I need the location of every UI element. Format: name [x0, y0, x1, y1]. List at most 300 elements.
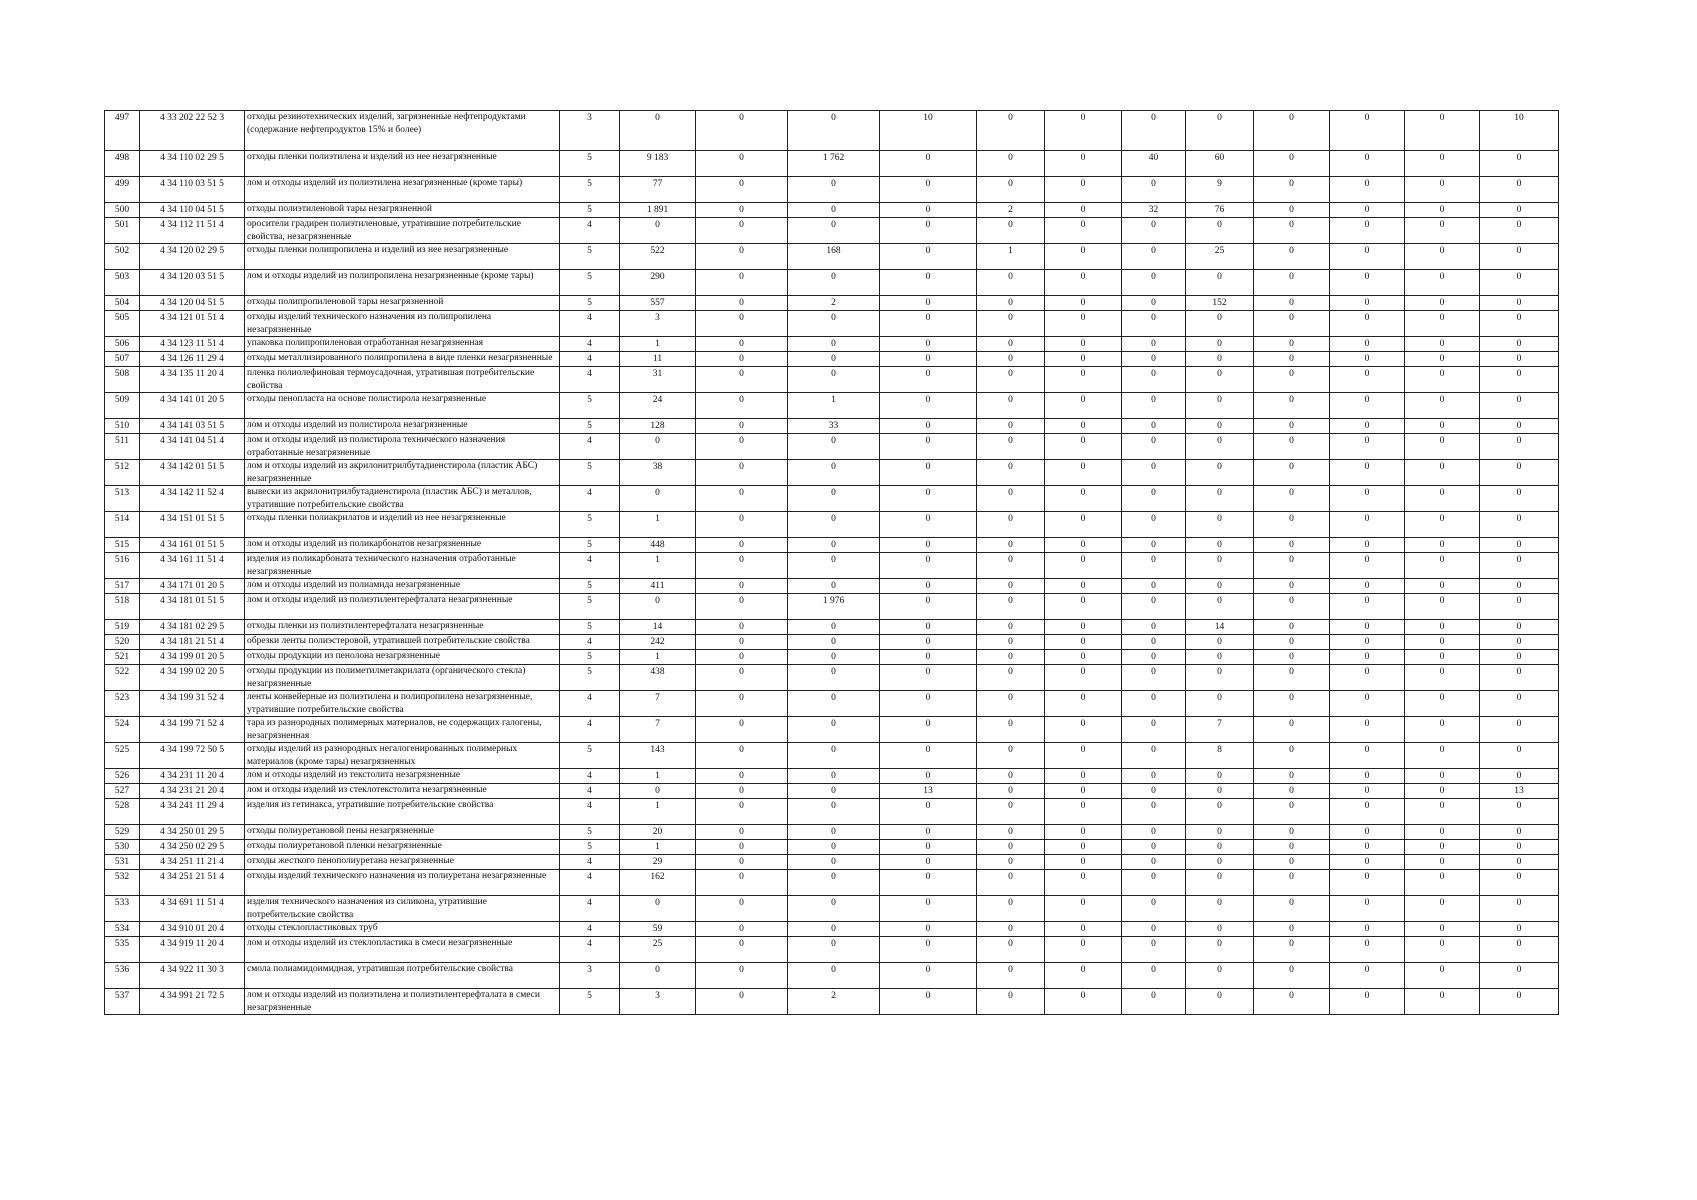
value-cell: 0: [1480, 553, 1559, 579]
value-cell: 0: [880, 177, 977, 203]
value-cell: 0: [1480, 177, 1559, 203]
waste-statistics-table: [104, 110, 1559, 1015]
value-cell: 0: [696, 620, 788, 635]
value-cell: 0: [880, 870, 977, 896]
value-cell: 0: [1254, 840, 1330, 855]
waste-code-cell: 4 34 121 01 51 4: [140, 311, 245, 337]
waste-code-cell: 4 34 141 04 51 4: [140, 434, 245, 460]
value-cell: 0: [696, 594, 788, 620]
value-cell: 0: [788, 691, 880, 717]
value-cell: 0: [1330, 177, 1405, 203]
value-cell: 0: [977, 870, 1045, 896]
value-cell: 4: [560, 870, 620, 896]
value-cell: 0: [1330, 691, 1405, 717]
value-cell: 0: [1330, 352, 1405, 367]
value-cell: 0: [1254, 989, 1330, 1015]
value-cell: 0: [1045, 367, 1122, 393]
value-cell: 0: [1186, 337, 1254, 352]
value-cell: 0: [1045, 799, 1122, 825]
value-cell: 4: [560, 311, 620, 337]
waste-description-cell: лом и отходы изделий из полистирола технического назначения отработанные незагрязненные: [245, 434, 560, 460]
value-cell: 0: [977, 270, 1045, 296]
value-cell: 0: [977, 553, 1045, 579]
value-cell: 0: [1186, 218, 1254, 244]
value-cell: 0: [977, 743, 1045, 769]
value-cell: 0: [1405, 393, 1480, 419]
waste-description-cell: отходы металлизированного полипропилена в виде пленки незагрязненные: [245, 352, 560, 367]
value-cell: 0: [788, 553, 880, 579]
waste-description-cell: отходы изделий технического назначения из полиуретана незагрязненные: [245, 870, 560, 896]
value-cell: 0: [1405, 717, 1480, 743]
value-cell: 0: [696, 203, 788, 218]
waste-code-cell: 4 34 181 02 29 5: [140, 620, 245, 635]
row-number-cell: 505: [105, 311, 140, 337]
value-cell: 0: [1122, 311, 1186, 337]
waste-description-cell: оросители градирен полиэтиленовые, утратившие потребительские свойства, незагрязненные: [245, 218, 560, 244]
value-cell: 0: [696, 460, 788, 486]
value-cell: 0: [1480, 855, 1559, 870]
value-cell: 4: [560, 717, 620, 743]
value-cell: 0: [1045, 743, 1122, 769]
value-cell: 3: [560, 963, 620, 989]
value-cell: 0: [696, 922, 788, 937]
value-cell: 128: [620, 419, 696, 434]
value-cell: 29: [620, 855, 696, 870]
value-cell: 0: [1330, 799, 1405, 825]
value-cell: 0: [977, 460, 1045, 486]
value-cell: 0: [1330, 870, 1405, 896]
value-cell: 0: [1330, 296, 1405, 311]
value-cell: 0: [1254, 553, 1330, 579]
value-cell: 9 183: [620, 151, 696, 177]
value-cell: 0: [1330, 989, 1405, 1015]
waste-description-cell: отходы продукции из полиметилметакрилата (органического стекла) незагрязненные: [245, 665, 560, 691]
value-cell: 0: [1254, 769, 1330, 784]
table-row: [105, 434, 1559, 460]
value-cell: 0: [1330, 270, 1405, 296]
value-cell: 4: [560, 691, 620, 717]
value-cell: 0: [977, 769, 1045, 784]
value-cell: 0: [1480, 963, 1559, 989]
value-cell: 1: [620, 769, 696, 784]
value-cell: 0: [977, 937, 1045, 963]
value-cell: 0: [1254, 296, 1330, 311]
value-cell: 14: [620, 620, 696, 635]
value-cell: 0: [1045, 665, 1122, 691]
value-cell: 0: [977, 486, 1045, 512]
value-cell: 0: [788, 620, 880, 635]
value-cell: 0: [788, 855, 880, 870]
row-number-cell: 498: [105, 151, 140, 177]
value-cell: 0: [1405, 538, 1480, 553]
value-cell: 0: [696, 769, 788, 784]
value-cell: 0: [977, 989, 1045, 1015]
waste-description-cell: лом и отходы изделий из стеклопластика в смеси незагрязненные: [245, 937, 560, 963]
value-cell: 0: [788, 434, 880, 460]
table-row: [105, 486, 1559, 512]
value-cell: 0: [788, 635, 880, 650]
value-cell: 0: [1405, 367, 1480, 393]
row-number-cell: 515: [105, 538, 140, 553]
value-cell: 0: [1122, 963, 1186, 989]
table-row: [105, 203, 1559, 218]
value-cell: 0: [1122, 538, 1186, 553]
value-cell: 0: [1186, 870, 1254, 896]
value-cell: 0: [1254, 538, 1330, 553]
value-cell: 0: [1254, 594, 1330, 620]
value-cell: 0: [788, 512, 880, 538]
waste-description-cell: отходы пленки полиэтилена и изделий из нее незагрязненные: [245, 151, 560, 177]
value-cell: 0: [1330, 393, 1405, 419]
value-cell: 1: [620, 512, 696, 538]
value-cell: 0: [1045, 963, 1122, 989]
value-cell: 0: [1330, 553, 1405, 579]
value-cell: 0: [1254, 367, 1330, 393]
waste-code-cell: 4 34 231 21 20 4: [140, 784, 245, 799]
value-cell: 0: [696, 784, 788, 799]
table-row: [105, 337, 1559, 352]
row-number-cell: 502: [105, 244, 140, 270]
table-row: [105, 311, 1559, 337]
value-cell: 5: [560, 825, 620, 840]
value-cell: 31: [620, 367, 696, 393]
row-number-cell: 516: [105, 553, 140, 579]
value-cell: 0: [1480, 434, 1559, 460]
row-number-cell: 510: [105, 419, 140, 434]
value-cell: 0: [977, 825, 1045, 840]
value-cell: 0: [696, 337, 788, 352]
value-cell: 0: [788, 579, 880, 594]
value-cell: 9: [1186, 177, 1254, 203]
value-cell: 0: [1405, 989, 1480, 1015]
value-cell: 4: [560, 218, 620, 244]
value-cell: 0: [696, 244, 788, 270]
value-cell: 0: [880, 743, 977, 769]
value-cell: 0: [788, 743, 880, 769]
waste-code-cell: 4 34 120 04 51 5: [140, 296, 245, 311]
value-cell: 0: [1405, 825, 1480, 840]
value-cell: 0: [880, 989, 977, 1015]
value-cell: 0: [1186, 111, 1254, 151]
row-number-cell: 525: [105, 743, 140, 769]
value-cell: 0: [696, 743, 788, 769]
value-cell: 448: [620, 538, 696, 553]
value-cell: 5: [560, 538, 620, 553]
value-cell: 0: [1122, 270, 1186, 296]
value-cell: 0: [977, 218, 1045, 244]
waste-code-cell: 4 34 142 01 51 5: [140, 460, 245, 486]
value-cell: 0: [1254, 650, 1330, 665]
table-row: [105, 717, 1559, 743]
value-cell: 0: [1405, 799, 1480, 825]
value-cell: 0: [880, 594, 977, 620]
value-cell: 0: [1254, 434, 1330, 460]
value-cell: 0: [696, 825, 788, 840]
value-cell: 0: [977, 296, 1045, 311]
value-cell: 0: [880, 717, 977, 743]
table-row: [105, 963, 1559, 989]
value-cell: 0: [977, 393, 1045, 419]
value-cell: 0: [1480, 270, 1559, 296]
value-cell: 5: [560, 989, 620, 1015]
value-cell: 0: [696, 352, 788, 367]
value-cell: 60: [1186, 151, 1254, 177]
value-cell: 0: [1045, 311, 1122, 337]
value-cell: 0: [620, 963, 696, 989]
value-cell: 0: [1405, 579, 1480, 594]
table-row: [105, 151, 1559, 177]
row-number-cell: 504: [105, 296, 140, 311]
value-cell: 0: [1045, 270, 1122, 296]
waste-description-cell: лом и отходы изделий из полиэтилентерефталата незагрязненные: [245, 594, 560, 620]
value-cell: 0: [1330, 419, 1405, 434]
row-number-cell: 503: [105, 270, 140, 296]
value-cell: 0: [1480, 896, 1559, 922]
value-cell: 13: [1480, 784, 1559, 799]
value-cell: 0: [1045, 218, 1122, 244]
value-cell: 0: [1122, 717, 1186, 743]
value-cell: 0: [1045, 296, 1122, 311]
value-cell: 0: [1254, 111, 1330, 151]
waste-code-cell: 4 34 991 21 72 5: [140, 989, 245, 1015]
value-cell: 0: [880, 937, 977, 963]
value-cell: 0: [696, 937, 788, 963]
value-cell: 0: [1186, 665, 1254, 691]
value-cell: 0: [1480, 460, 1559, 486]
value-cell: 0: [880, 635, 977, 650]
value-cell: 0: [880, 538, 977, 553]
value-cell: 0: [696, 717, 788, 743]
value-cell: 0: [1330, 717, 1405, 743]
value-cell: 0: [788, 538, 880, 553]
value-cell: 0: [1122, 367, 1186, 393]
value-cell: 0: [1480, 989, 1559, 1015]
value-cell: 0: [1122, 769, 1186, 784]
value-cell: 0: [1330, 635, 1405, 650]
value-cell: 0: [788, 784, 880, 799]
value-cell: 0: [1405, 553, 1480, 579]
value-cell: 4: [560, 635, 620, 650]
value-cell: 0: [1330, 434, 1405, 460]
waste-description-cell: лом и отходы изделий из поликарбонатов незагрязненные: [245, 538, 560, 553]
value-cell: 1: [620, 840, 696, 855]
waste-description-cell: изделия технического назначения из силикона, утратившие потребительские свойства: [245, 896, 560, 922]
value-cell: 0: [696, 434, 788, 460]
value-cell: 0: [788, 337, 880, 352]
value-cell: 5: [560, 419, 620, 434]
value-cell: 0: [696, 896, 788, 922]
row-number-cell: 530: [105, 840, 140, 855]
value-cell: 0: [1045, 922, 1122, 937]
value-cell: 0: [1480, 717, 1559, 743]
value-cell: 0: [880, 963, 977, 989]
value-cell: 0: [1045, 579, 1122, 594]
value-cell: 0: [696, 691, 788, 717]
value-cell: 0: [977, 896, 1045, 922]
waste-description-cell: лом и отходы изделий из полистирола незагрязненные: [245, 419, 560, 434]
value-cell: 77: [620, 177, 696, 203]
value-cell: 0: [1480, 922, 1559, 937]
value-cell: 0: [696, 870, 788, 896]
waste-description-cell: лом и отходы изделий из полиэтилена незагрязненные (кроме тары): [245, 177, 560, 203]
value-cell: 0: [880, 244, 977, 270]
value-cell: 0: [1405, 296, 1480, 311]
value-cell: 0: [1480, 296, 1559, 311]
value-cell: 0: [1186, 769, 1254, 784]
value-cell: 0: [788, 218, 880, 244]
waste-code-cell: 4 34 199 01 20 5: [140, 650, 245, 665]
value-cell: 0: [1254, 512, 1330, 538]
value-cell: 0: [1330, 218, 1405, 244]
value-cell: 0: [1186, 460, 1254, 486]
value-cell: 0: [1405, 855, 1480, 870]
value-cell: 0: [696, 665, 788, 691]
waste-description-cell: лом и отходы изделий из стеклотекстолита незагрязненные: [245, 784, 560, 799]
value-cell: 0: [1405, 896, 1480, 922]
value-cell: 0: [977, 579, 1045, 594]
value-cell: 0: [1480, 743, 1559, 769]
value-cell: 0: [977, 717, 1045, 743]
value-cell: 0: [1480, 151, 1559, 177]
value-cell: 0: [880, 799, 977, 825]
value-cell: 0: [1122, 218, 1186, 244]
value-cell: 0: [880, 203, 977, 218]
value-cell: 0: [1122, 434, 1186, 460]
table-row: [105, 111, 1559, 151]
value-cell: 0: [1045, 151, 1122, 177]
table-row: [105, 296, 1559, 311]
value-cell: 0: [1254, 218, 1330, 244]
value-cell: 0: [788, 367, 880, 393]
row-number-cell: 501: [105, 218, 140, 244]
row-number-cell: 517: [105, 579, 140, 594]
value-cell: 0: [1045, 512, 1122, 538]
value-cell: 0: [1122, 177, 1186, 203]
table-row: [105, 620, 1559, 635]
value-cell: 5: [560, 460, 620, 486]
table-row: [105, 650, 1559, 665]
value-cell: 0: [880, 691, 977, 717]
waste-code-cell: 4 34 250 02 29 5: [140, 840, 245, 855]
value-cell: 0: [977, 367, 1045, 393]
waste-code-cell: 4 34 199 31 52 4: [140, 691, 245, 717]
value-cell: 0: [1480, 825, 1559, 840]
waste-description-cell: отходы полиуретановой пены незагрязненные: [245, 825, 560, 840]
waste-description-cell: упаковка полипропиленовая отработанная незагрязненная: [245, 337, 560, 352]
row-number-cell: 507: [105, 352, 140, 367]
row-number-cell: 513: [105, 486, 140, 512]
value-cell: 0: [1405, 594, 1480, 620]
value-cell: 0: [1254, 635, 1330, 650]
value-cell: 0: [1122, 393, 1186, 419]
table-row: [105, 665, 1559, 691]
value-cell: 0: [1045, 460, 1122, 486]
value-cell: 0: [1254, 579, 1330, 594]
value-cell: 0: [1330, 460, 1405, 486]
value-cell: 0: [1330, 538, 1405, 553]
value-cell: 5: [560, 743, 620, 769]
table-row: [105, 512, 1559, 538]
waste-description-cell: обрезки ленты полиэстеровой, утратившей потребительские свойства: [245, 635, 560, 650]
value-cell: 4: [560, 855, 620, 870]
value-cell: 0: [1330, 784, 1405, 799]
value-cell: 1: [788, 393, 880, 419]
value-cell: 0: [620, 486, 696, 512]
value-cell: 5: [560, 244, 620, 270]
waste-description-cell: изделия из поликарбоната технического назначения отработанные незагрязненные: [245, 553, 560, 579]
value-cell: 4: [560, 922, 620, 937]
row-number-cell: 521: [105, 650, 140, 665]
value-cell: 0: [1480, 579, 1559, 594]
value-cell: 0: [1186, 784, 1254, 799]
value-cell: 0: [1405, 650, 1480, 665]
value-cell: 0: [1186, 352, 1254, 367]
value-cell: 0: [1254, 799, 1330, 825]
table-row: [105, 553, 1559, 579]
value-cell: 0: [1122, 989, 1186, 1015]
value-cell: 0: [696, 419, 788, 434]
value-cell: 0: [1186, 896, 1254, 922]
value-cell: 0: [1405, 244, 1480, 270]
value-cell: 0: [1254, 784, 1330, 799]
value-cell: 0: [1405, 460, 1480, 486]
value-cell: 0: [1045, 691, 1122, 717]
waste-code-cell: 4 34 231 11 20 4: [140, 769, 245, 784]
value-cell: 0: [1330, 203, 1405, 218]
value-cell: 0: [1254, 665, 1330, 691]
value-cell: 0: [1045, 594, 1122, 620]
value-cell: 0: [1186, 691, 1254, 717]
value-cell: 0: [1254, 963, 1330, 989]
value-cell: 0: [696, 151, 788, 177]
value-cell: 0: [788, 963, 880, 989]
value-cell: 0: [696, 650, 788, 665]
value-cell: 0: [620, 594, 696, 620]
value-cell: 0: [880, 769, 977, 784]
value-cell: 0: [788, 665, 880, 691]
row-number-cell: 506: [105, 337, 140, 352]
waste-code-cell: 4 34 161 01 51 5: [140, 538, 245, 553]
value-cell: 0: [977, 665, 1045, 691]
row-number-cell: 509: [105, 393, 140, 419]
value-cell: 33: [788, 419, 880, 434]
value-cell: 0: [1045, 620, 1122, 635]
value-cell: 2: [788, 296, 880, 311]
row-number-cell: 508: [105, 367, 140, 393]
value-cell: 1: [620, 650, 696, 665]
value-cell: 0: [880, 579, 977, 594]
value-cell: 0: [1122, 937, 1186, 963]
value-cell: 0: [1330, 111, 1405, 151]
row-number-cell: 527: [105, 784, 140, 799]
waste-description-cell: отходы полиэтиленовой тары незагрязненной: [245, 203, 560, 218]
value-cell: 0: [696, 635, 788, 650]
row-number-cell: 518: [105, 594, 140, 620]
value-cell: 0: [696, 579, 788, 594]
value-cell: 143: [620, 743, 696, 769]
value-cell: 0: [1045, 538, 1122, 553]
value-cell: 7: [620, 691, 696, 717]
waste-code-cell: 4 34 181 01 51 5: [140, 594, 245, 620]
waste-description-cell: смола полиамидоимидная, утратившая потребительские свойства: [245, 963, 560, 989]
value-cell: 5: [560, 151, 620, 177]
value-cell: 0: [1045, 825, 1122, 840]
value-cell: 0: [1330, 151, 1405, 177]
waste-description-cell: лом и отходы изделий из текстолита незагрязненные: [245, 769, 560, 784]
value-cell: 13: [880, 784, 977, 799]
value-cell: 4: [560, 937, 620, 963]
value-cell: 0: [1122, 855, 1186, 870]
